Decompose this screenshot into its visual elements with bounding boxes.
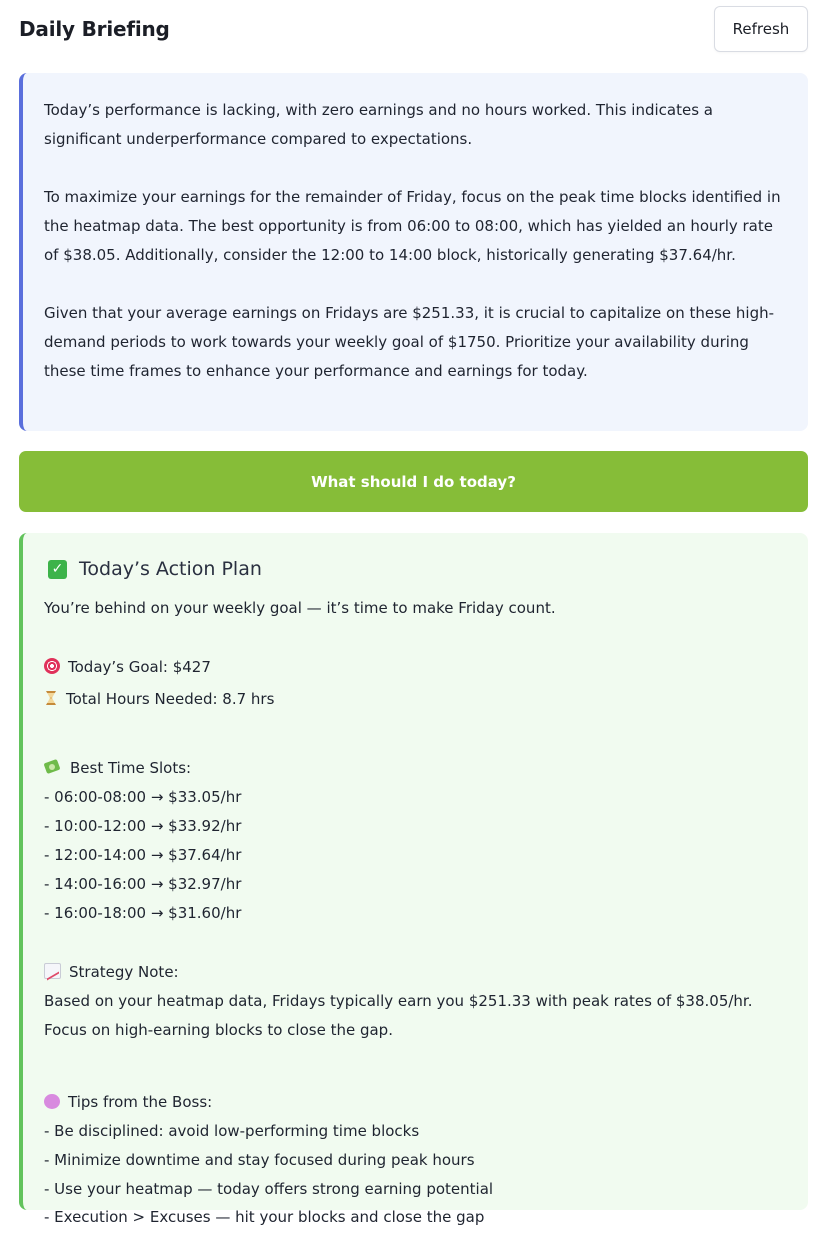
strategy-heading <box>44 962 179 982</box>
plan-hours <box>44 689 274 709</box>
page-title: Daily Briefing <box>19 17 170 41</box>
slots-heading-text: Best Time Slots: <box>70 759 192 777</box>
tip-item: - Minimize downtime and stay focused during peak hours <box>44 1151 475 1169</box>
plan-hours-text: Total Hours Needed: 8.7 hrs <box>66 690 275 708</box>
briefing-paragraph: To maximize your earnings for the remainder of Friday, focus on the peak time blocks identified in the heatmap data. The best opportunity is from 06:00 to 08:00, which has yielded an hourly rate of $38.05. Additionally, consider the 12:00 to 14:00 block, historically generating $37.64/hr. <box>44 188 781 264</box>
strategy-text: Focus on high-earning blocks to close the gap. <box>44 1021 393 1039</box>
slots-heading <box>44 758 191 778</box>
header <box>0 0 832 62</box>
what-to-do-button[interactable]: What should I do today? <box>19 451 808 512</box>
money-icon <box>44 759 62 775</box>
slot-item: - 16:00-18:00 → $31.60/hr <box>44 904 242 922</box>
slot-item: - 06:00-08:00 → $33.05/hr <box>44 788 242 806</box>
tips-heading-text: Tips from the Boss: <box>68 1093 213 1111</box>
action-plan-title-text: Today’s Action Plan <box>79 558 262 580</box>
slot-item: - 12:00-14:00 → $37.64/hr <box>44 846 242 864</box>
plan-goal-text: Today’s Goal: $427 <box>68 658 211 676</box>
check-icon: ✓ <box>48 560 67 579</box>
plan-intro: You’re behind on your weekly goal — it’s time to make Friday count. <box>44 599 556 617</box>
hourglass-icon <box>44 690 58 706</box>
action-plan-title <box>48 558 262 580</box>
tips-heading <box>44 1092 212 1112</box>
briefing-card <box>19 73 808 431</box>
strategy-heading-text: Strategy Note: <box>69 963 179 981</box>
slot-item: - 14:00-16:00 → $32.97/hr <box>44 875 242 893</box>
briefing-paragraph: Given that your average earnings on Fridays are $251.33, it is crucial to capitalize on these high-demand periods to work towards your weekly goal of $1750. Prioritize your availability during these time frames to enhance your performance and earnings for today. <box>44 304 775 380</box>
brain-icon <box>44 1094 60 1109</box>
target-icon <box>44 658 60 674</box>
strategy-text: Based on your heatmap data, Fridays typically earn you $251.33 with peak rates of $38.05/hr. <box>44 992 753 1010</box>
tip-item: - Be disciplined: avoid low-performing time blocks <box>44 1122 420 1140</box>
slot-item: - 10:00-12:00 → $33.92/hr <box>44 817 242 835</box>
tip-item: - Use your heatmap — today offers strong earning potential <box>44 1180 494 1198</box>
briefing-paragraph: Today’s performance is lacking, with zero earnings and no hours worked. This indicates a significant underperformance compared to expectations. <box>44 101 713 148</box>
chart-icon <box>44 963 61 979</box>
plan-goal <box>44 657 211 677</box>
action-plan-card <box>19 533 808 1226</box>
refresh-button[interactable]: Refresh <box>714 6 808 52</box>
tip-item: - Execution > Excuses — hit your blocks and close the gap <box>44 1208 485 1226</box>
